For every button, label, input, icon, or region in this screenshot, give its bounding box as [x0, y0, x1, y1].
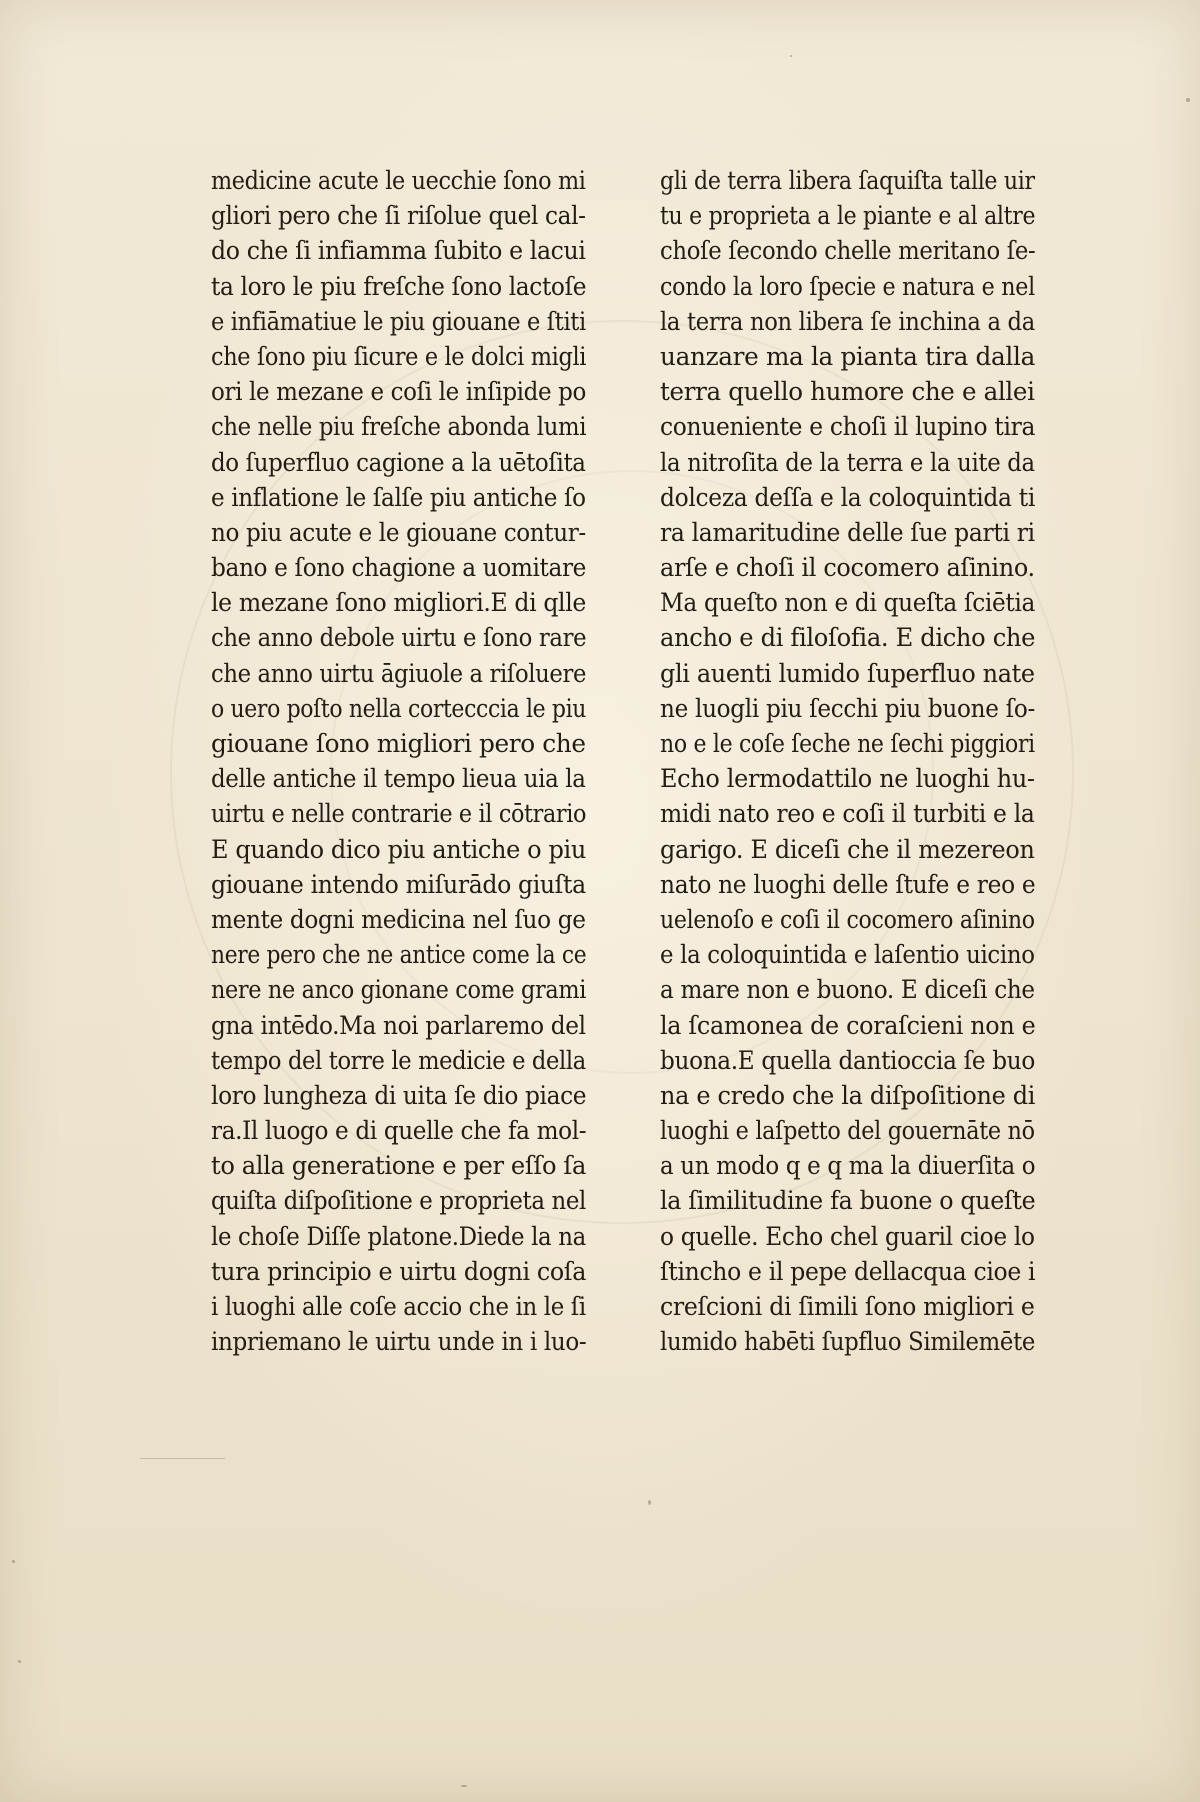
- text-line: che ſono piu ſicure e le dolci migli: [211, 341, 587, 371]
- text-line: gna intēdo.Ma noi parlaremo del: [211, 1010, 586, 1040]
- text-line: e la coloquintida e laſentio uicino: [660, 940, 1035, 970]
- text-line: midi nato reo e coſi il turbiti e la: [660, 799, 1035, 829]
- text-line: dolceza deſſa e la coloquintida ti: [660, 482, 1035, 512]
- ink-speck: [12, 1560, 15, 1563]
- text-line: inpriemano le uirtu unde in i luo-: [211, 1327, 587, 1357]
- faint-rule-mark: [140, 1458, 225, 1459]
- text-line: gli auenti lumido ſuperfluo nate: [660, 658, 1035, 688]
- ink-speck: [461, 1785, 467, 1787]
- text-line: ancho e di filoſofia. E dicho che: [660, 623, 1036, 653]
- text-line: condo la loro ſpecie e natura e nel: [660, 271, 1035, 301]
- text-line: arſe e choſi il cocomero aſinino.: [660, 553, 1035, 583]
- text-line: quiſta diſpoſitione e proprieta nel: [211, 1186, 587, 1216]
- text-line: Ma queſto non e di queſta ſciētia: [660, 588, 1036, 618]
- text-line: giouane ſono migliori pero che: [211, 729, 586, 758]
- text-line: che anno debole uirtu e ſono rare: [211, 623, 587, 653]
- text-line: e infiāmatiue le piu giouane e ſtiti: [211, 306, 586, 336]
- text-line: creſcioni di ſimili ſono migliori e: [660, 1292, 1035, 1321]
- text-line: ra lamaritudine delle ſue parti ri: [660, 517, 1035, 547]
- text-column-left: [211, 163, 586, 1359]
- text-line: le choſe Diſſe platone.Diede la na: [211, 1221, 586, 1251]
- text-line: gliori pero che ſi riſolue quel cal-: [211, 201, 586, 231]
- text-line: uanzare ma la pianta tira dalla: [660, 341, 1035, 371]
- text-line: Echo lermodattilo ne luoghi hu-: [660, 764, 1035, 794]
- ink-speck: [18, 1660, 21, 1663]
- text-line: che nelle piu freſche abonda lumi: [211, 412, 587, 442]
- text-line: che anno uirtu āgiuole a riſoluere: [211, 658, 587, 688]
- text-line: loro lungheza di uita ſe dio piace: [211, 1080, 587, 1110]
- text-line: nere ne anco gionane come grami: [211, 975, 587, 1005]
- text-line: lumido habēti ſupfluo Similemēte: [660, 1327, 1036, 1357]
- text-line: buona.E quella dantioccia ſe buo: [660, 1045, 1035, 1075]
- text-line: a mare non e buono. E diceſi che: [660, 975, 1035, 1005]
- ink-speck: [648, 1500, 651, 1505]
- text-line: no piu acute e le giouane contur-: [211, 517, 586, 547]
- text-line: delle antiche il tempo lieua uia la: [211, 764, 586, 794]
- text-line: la nitroſita de la terra e la uite da: [660, 447, 1035, 477]
- text-line: a un modo q e q ma la diuerſita o: [660, 1151, 1036, 1181]
- text-column-right: [660, 163, 1035, 1359]
- text-line: nato ne luoghi delle ſtufe e reo e: [660, 869, 1036, 899]
- text-line: ne luogli piu ſecchi piu buone ſo-: [660, 693, 1035, 723]
- text-line: la terra non libera ſe inchina a da: [660, 306, 1035, 336]
- text-line: mente dogni medicina nel ſuo ge: [211, 904, 586, 934]
- text-line: giouane intendo miſurādo giuſta: [211, 869, 586, 899]
- text-line: E quando dico piu antiche o piu: [211, 834, 586, 864]
- text-line: e inflatione le ſalſe piu antiche ſo: [211, 482, 586, 512]
- text-line: tempo del torre le medicie e della: [211, 1045, 586, 1075]
- text-line: garigo. E diceſi che il mezereon: [660, 834, 1035, 864]
- text-line: le mezane ſono migliori.E di qlle: [211, 588, 586, 618]
- text-line: tura principio e uirtu dogni coſa: [211, 1256, 587, 1286]
- text-line: ta loro le piu freſche ſono lactoſe: [211, 271, 587, 301]
- text-line: i luoghi alle coſe accio che in le ſi: [211, 1292, 586, 1321]
- text-line: nere pero che ne antice come la ce: [211, 940, 587, 970]
- text-line: ſtincho e il pepe dellacqua cioe i: [660, 1256, 1036, 1286]
- text-line: uirtu e nelle contrarie e il cōtrario: [211, 799, 587, 829]
- text-line: no e le coſe ſeche ne ſechi piggiori: [660, 729, 1035, 758]
- text-line: uelenoſo e coſi il cocomero aſinino: [660, 904, 1035, 934]
- text-line: ra.Il luogo e di quelle che fa mol-: [211, 1116, 587, 1146]
- text-line: conueniente e choſi il lupino tira: [660, 412, 1036, 442]
- text-line: bano e ſono chagione a uomitare: [211, 553, 587, 583]
- text-line: o uero poſto nella cortecccia le piu: [211, 693, 587, 723]
- ink-speck: [790, 55, 792, 57]
- ink-speck: [1186, 98, 1190, 102]
- text-line: terra quello humore che e allei: [660, 377, 1035, 407]
- text-line: ori le mezane e coſi le inſipide po: [211, 377, 586, 407]
- text-line: tu e proprieta a le piante e al altre: [660, 201, 1036, 231]
- text-line: gli de terra libera ſaquiſta talle uir: [660, 166, 1035, 195]
- text-line: la ſcamonea de coraſcieni non e: [660, 1010, 1036, 1040]
- text-line: to alla generatione e per eſſo ſa: [211, 1151, 586, 1181]
- text-line: na e credo che la diſpoſitione di: [660, 1080, 1036, 1110]
- text-line: do che ſi infiamma ſubito e lacui: [211, 236, 586, 266]
- text-line: luoghi e laſpetto del gouernāte nō: [660, 1116, 1035, 1146]
- text-line: do ſuperfluo cagione a la uētoſita: [211, 447, 586, 477]
- text-line: choſe ſecondo chelle meritano ſe-: [660, 236, 1036, 266]
- text-line: la ſimilitudine fa buone o queſte: [660, 1186, 1036, 1216]
- text-line: medicine acute le uecchie ſono mi: [211, 166, 586, 195]
- text-line: o quelle. Echo chel guaril cioe lo: [660, 1221, 1035, 1251]
